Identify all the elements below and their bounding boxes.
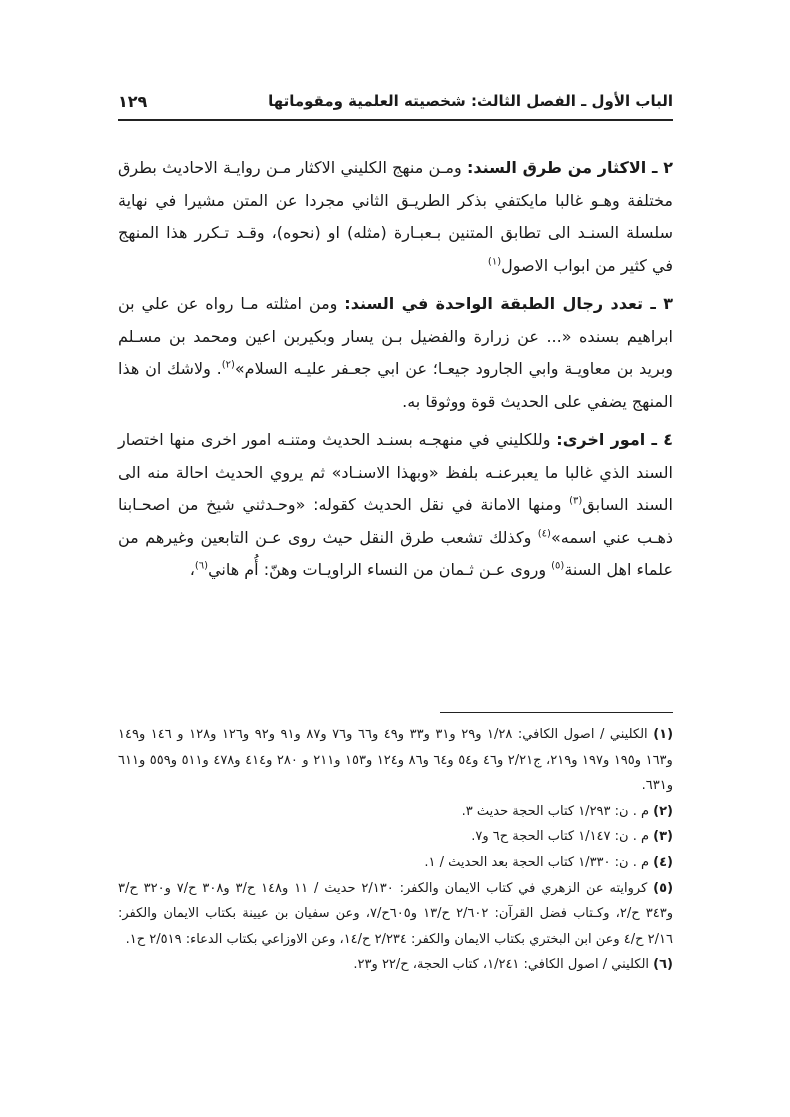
footnote-item (118, 722, 673, 799)
footnote-ref[interactable]: (٤) (537, 528, 551, 540)
paragraph-narrators-same-tier (118, 288, 673, 418)
paragraph-text: ومنها الامانة في نقل الحديث كقوله: «وحـدثني شيخ من اصحـابنا ذهـب عني اسمه» (118, 495, 674, 547)
paragraph-text-tail: ، (189, 560, 195, 579)
footnote-item (118, 799, 673, 825)
paragraph-text: وكذلك تشعب طرق النقل حيث روى عـن التابعين وغيرهم من علماء اهل السنة (118, 527, 673, 579)
footnote-ref[interactable]: (٢) (221, 359, 235, 371)
footnote-number: (٦) (653, 957, 673, 973)
footnote-separator (440, 712, 673, 713)
footnote-ref[interactable]: (٥) (551, 560, 565, 572)
footnote-text: م . ن: ١/١٤٧ كتاب الحجة ح٦ و٧. (471, 829, 654, 845)
footnote-number: (٥) (653, 880, 674, 896)
footnote-ref[interactable]: (٦) (194, 560, 209, 572)
footnote-item (118, 876, 673, 953)
paragraph-heading: ٢ ـ الاكثار من طرق السند: (466, 158, 673, 177)
running-title: الباب الأول ـ الفصل الثالث: شخصيته العلمية ومقوماتها (268, 92, 673, 110)
footnote-number: (٤) (653, 854, 673, 870)
running-header (118, 84, 673, 118)
paragraph-text-tail: . ولاشك ان هذا المنهج يضفي على الحديث قوة ووثوقا به. (118, 359, 673, 411)
footnote-number: (١) (653, 727, 674, 742)
footnote-item (118, 850, 673, 876)
header-rule (118, 119, 673, 121)
footnote-text: م . ن: ١/٣٣٠ كتاب الحجة بعد الحديث / ١. (424, 854, 654, 870)
footnote-ref[interactable]: (١) (487, 256, 502, 268)
paragraph-text: وروى عـن ثـمان من النساء الراويـات وهنّ: أُم هاني (208, 560, 552, 579)
footnote-text: م . ن: ١/٢٩٣ كتاب الحجة حديث ٣. (461, 803, 654, 819)
main-text (118, 152, 673, 593)
paragraph-heading: ٤ ـ امور اخرى: (556, 430, 674, 449)
footnote-item (118, 824, 673, 850)
paragraph-text: ومن امثلته مـا رواه عن علي بن ابراهيم بسنده «... عن زرارة والفضيل بـن يسار وبكيربن اعين ومحمد بن مسـلم وبريد بن معاويـة وابي الجارود جيعـا؛ عن ابي جعـفر عليـه السلام» (118, 294, 674, 378)
paragraph-other-matters (118, 424, 673, 587)
footnote-text: الكليني / اصول الكافي: ١/٢٨ و٢٩ و٣١ و٣٣ و٤٩ و٦٦ و٧٦ و٨٧ و٩١ و٩٢ و١٢٦ و١٢٨ و ١٤٦ و١٤٩ و١٦٣ و١٩٥ و١٩٧ و٢١٩، ج٢/٢١ و٤٦ و٥٤ و٦٤ و٨٦ و١٢٤ و١٥٣ و٢١١ و ٢٨٠ و٤١٤ و٤٧٨ و٥١١ و٥٥٩ و٦١١ و٦٣١. (118, 727, 673, 794)
paragraph-isnad-multiple-routes (118, 152, 673, 282)
footnote-text: الكليني / اصول الكافي: ١/٢٤١، كتاب الحجة، ح/٢٢ و٢٣. (353, 957, 654, 973)
footnote-ref[interactable]: (٣) (569, 495, 583, 507)
footnote-number: (٣) (653, 829, 673, 845)
paragraph-heading: ٣ ـ تعدد رجال الطبقة الواحدة في السند: (344, 294, 674, 313)
page-number: ١٢٩ (118, 91, 148, 111)
footnote-text: كروايته عن الزهري في كتاب الايمان والكفر: ٢/١٣٠ حديث / ١١ و١٤٨ ح/٣ و٣٠٨ ح/٧ و٣٢٠ ح/٣ و٣٤٣ ح/٢، وكـتاب فضل القرآن: ٢/٦٠٢ ح/١٣ و٦٠٥ح/٧، وعن سفيان بن عيينة بكتاب الايمان والكفر: ٢/١٦ ح/٤ وعن ابن البختري بكتاب الايمان والكفر: ٢/٢٣٤ ح/١٤، وعن الاوزاعي بكتاب الدعاء: ٢/٥١٩ ح١. (118, 880, 674, 947)
paragraph-text: وللكليني في منهجـه بسنـد الحديث ومتنـه امور اخرى منها اختصار السند الذي غالبا ما يعبرعنـه بلفظ «وبهذا الاسنـاد» ثم يروي الحديث احالة منه الى السند السابق (118, 430, 673, 514)
footnotes (118, 722, 673, 978)
footnote-number: (٢) (653, 803, 673, 819)
footnote-item (118, 952, 673, 978)
paragraph-text: ومـن منهج الكليني الاكثار مـن روايـة الاحاديث بطرق مختلفة وهـو غالبا مايكتفي بذكر الطريـق الثاني مجردا عن المتن مشيرا في نهاية سلسلة السنـد الى تطابق المتنين بـعبـارة (مثله) او (نحوه)، وقـد تـكرر هذا المنهج في كثير من ابواب الاصول (118, 158, 673, 275)
